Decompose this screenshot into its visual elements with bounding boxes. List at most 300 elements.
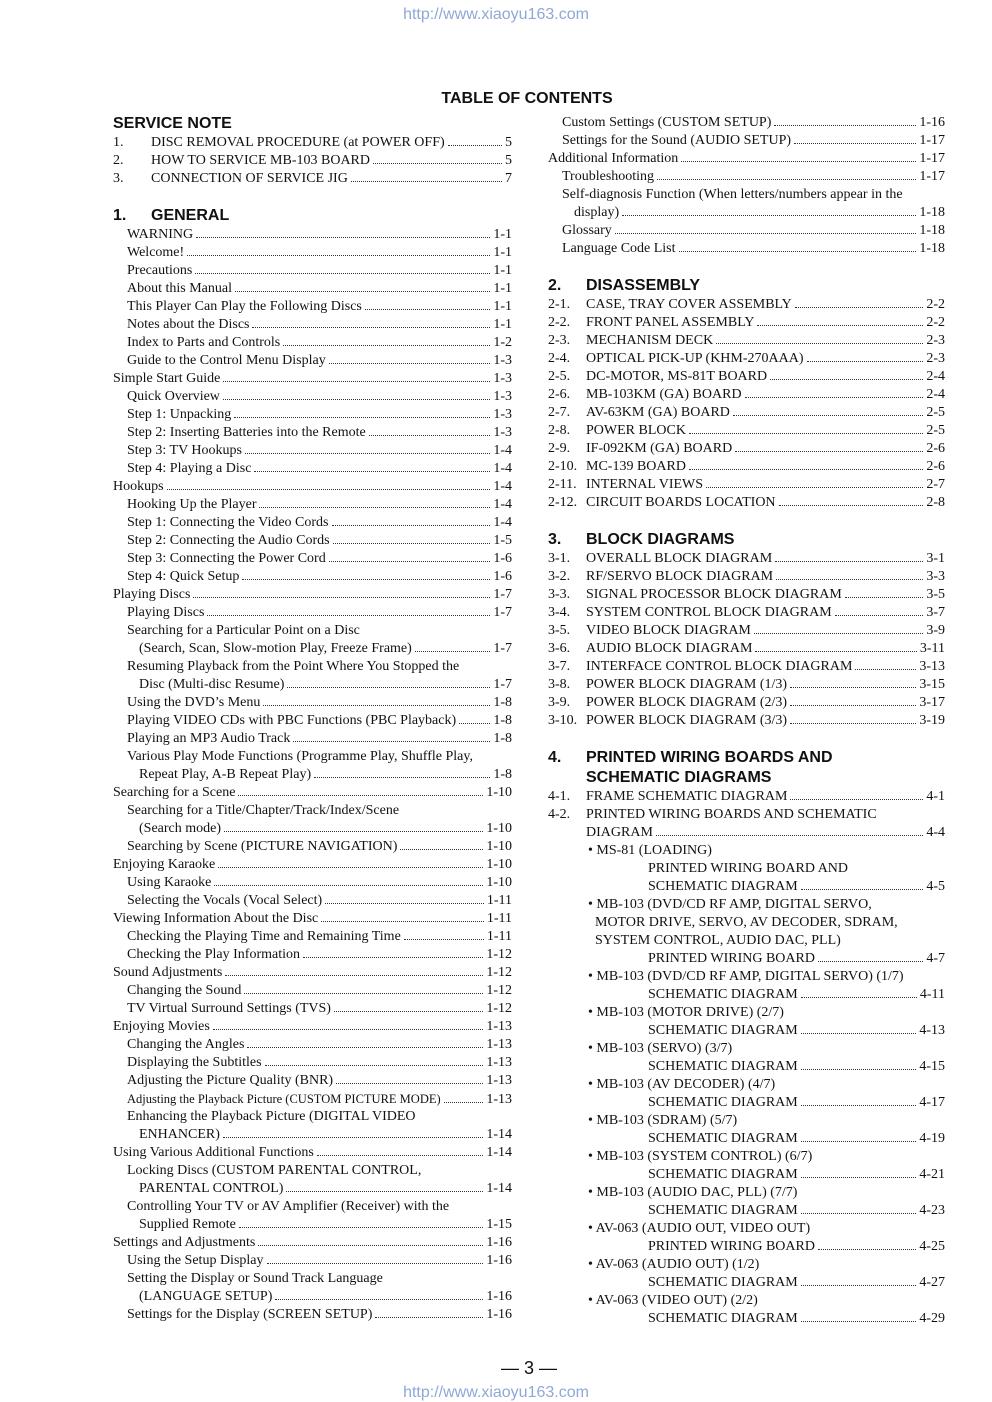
dot-leader — [404, 939, 484, 940]
toc-entry[interactable] — [113, 496, 512, 514]
toc-entry[interactable] — [113, 964, 512, 982]
section-number: 4. — [548, 749, 562, 766]
toc-entry-page: 1-2 — [493, 335, 512, 350]
toc-entry[interactable] — [113, 784, 512, 802]
toc-entry-continued-text: Enhancing the Playback Picture (DIGITAL VIDEO — [127, 1109, 416, 1124]
dot-leader — [448, 145, 502, 146]
dot-leader — [265, 1065, 484, 1066]
section-heading-block-diagrams — [548, 530, 945, 550]
toc-entry[interactable] — [548, 586, 945, 604]
toc-entry[interactable] — [113, 838, 512, 856]
toc-entry[interactable] — [548, 1130, 945, 1148]
dot-leader — [234, 417, 490, 418]
dot-leader — [801, 1141, 917, 1142]
toc-entry-page: 1-6 — [493, 551, 512, 566]
toc-entry-number: 3-9. — [548, 695, 571, 710]
toc-entry-page: 1-12 — [486, 1001, 512, 1016]
toc-entry[interactable] — [548, 404, 945, 422]
toc-entry[interactable] — [113, 604, 512, 622]
toc-entry-continued-text: • MB-103 (AUDIO DAC, PLL) (7/7) — [588, 1185, 798, 1200]
toc-entry-page: 1-18 — [919, 205, 945, 220]
toc-entry-continued-text: SYSTEM CONTROL, AUDIO DAC, PLL) — [595, 933, 841, 948]
toc-entry[interactable] — [548, 604, 945, 622]
toc-entry-title: INTERFACE CONTROL BLOCK DIAGRAM — [586, 659, 853, 674]
dot-leader — [775, 561, 923, 562]
toc-entry-title: OPTICAL PICK-UP (KHM-270AAA) — [586, 351, 804, 366]
toc-entry[interactable] — [113, 1072, 512, 1090]
toc-entry[interactable] — [548, 824, 945, 842]
dot-leader — [415, 651, 491, 652]
toc-entry-continued-text: Resuming Playback from the Point Where You Stopped the — [127, 659, 460, 674]
toc-entry-title: SCHEMATIC DIAGRAM — [648, 1131, 798, 1146]
toc-entry[interactable] — [548, 550, 945, 568]
toc-entry-page: 1-16 — [486, 1253, 512, 1268]
toc-entry-page: 3-9 — [926, 623, 945, 638]
toc-entry[interactable] — [548, 622, 945, 640]
toc-entry-title: Displaying the Subtitles — [127, 1055, 262, 1070]
toc-entry-page: 1-12 — [486, 965, 512, 980]
toc-entry[interactable] — [113, 1144, 512, 1162]
dot-leader — [286, 1191, 483, 1192]
toc-entry-title: display) — [574, 205, 620, 220]
toc-entry-title: Enjoying Movies — [113, 1019, 210, 1034]
dot-leader — [689, 433, 923, 434]
toc-entry-page: 1-14 — [486, 1181, 512, 1196]
toc-entry[interactable] — [548, 1238, 945, 1256]
toc-entry-page: 1-8 — [493, 695, 512, 710]
toc-entry-page: 1-12 — [486, 947, 512, 962]
toc-entry[interactable] — [548, 114, 945, 132]
toc-entry-page: 4-27 — [919, 1275, 945, 1290]
toc-entry[interactable] — [113, 442, 512, 460]
toc-entry[interactable] — [113, 694, 512, 712]
dot-leader — [757, 325, 923, 326]
toc-entry-page: 2-3 — [926, 333, 945, 348]
toc-entry-title: Selecting the Vocals (Vocal Select) — [127, 893, 323, 908]
toc-entry-continued-text: Searching for a Title/Chapter/Track/Index/Scene — [127, 803, 400, 818]
toc-entry[interactable] — [548, 694, 945, 712]
dot-leader — [373, 163, 502, 164]
toc-entry-page: 1-8 — [493, 731, 512, 746]
toc-entry-title: OVERALL BLOCK DIAGRAM — [586, 551, 773, 566]
toc-entry-title: PRINTED WIRING BOARD — [648, 951, 815, 966]
toc-entry[interactable] — [113, 676, 512, 694]
dot-leader — [801, 1033, 917, 1034]
toc-entry-number: 3-2. — [548, 569, 571, 584]
toc-entry-title: Searching by Scene (PICTURE NAVIGATION) — [127, 839, 398, 854]
toc-entry[interactable] — [113, 334, 512, 352]
toc-entry-title: RF/SERVO BLOCK DIAGRAM — [586, 569, 774, 584]
toc-entry-title: Settings for the Display (SCREEN SETUP) — [127, 1307, 373, 1322]
toc-entry[interactable] — [548, 422, 945, 440]
toc-entry[interactable] — [113, 298, 512, 316]
dot-leader — [733, 415, 923, 416]
toc-entry[interactable] — [548, 1310, 945, 1328]
toc-entry-title: Changing the Sound — [127, 983, 242, 998]
toc-entry-page: 1-18 — [919, 223, 945, 238]
dot-leader — [400, 849, 483, 850]
toc-entry-title: Settings for the Sound (AUDIO SETUP) — [562, 133, 792, 148]
watermark-url-top[interactable]: http://www.xiaoyu163.com — [403, 6, 589, 23]
toc-entry[interactable] — [548, 658, 945, 676]
dot-leader — [334, 1011, 483, 1012]
toc-entry-title: SCHEMATIC DIAGRAM — [648, 1023, 798, 1038]
page-number: — 3 — — [500, 1358, 557, 1378]
toc-entry[interactable] — [113, 478, 512, 496]
toc-entry-continued-text: Controlling Your TV or AV Amplifier (Receiver) with the — [127, 1199, 450, 1214]
toc-entry[interactable] — [113, 1018, 512, 1036]
toc-entry[interactable] — [548, 494, 945, 512]
toc-entry-number: 3-1. — [548, 551, 571, 566]
toc-entry[interactable] — [113, 1036, 512, 1054]
toc-entry-page: 1-13 — [486, 1037, 512, 1052]
toc-entry[interactable] — [113, 532, 512, 550]
section-title: PRINTED WIRING BOARDS AND — [586, 749, 833, 766]
dot-leader — [245, 453, 490, 454]
toc-entry[interactable] — [113, 586, 512, 604]
dot-leader — [224, 831, 483, 832]
general-list — [113, 226, 512, 1324]
toc-entry-number: 2-9. — [548, 441, 571, 456]
toc-entry-page: 1-3 — [493, 353, 512, 368]
dot-leader — [801, 1177, 917, 1178]
toc-entry-title: SCHEMATIC DIAGRAM — [648, 1059, 798, 1074]
toc-entry-page: 1-1 — [493, 299, 512, 314]
toc-entry-title: SCHEMATIC DIAGRAM — [648, 1275, 798, 1290]
toc-entry-title: DIAGRAM — [586, 825, 653, 840]
toc-entry[interactable] — [548, 676, 945, 694]
toc-entry[interactable] — [113, 982, 512, 1000]
dot-leader — [223, 1137, 483, 1138]
toc-entry[interactable] — [113, 928, 512, 946]
toc-entry-page: 4-19 — [919, 1131, 945, 1146]
toc-entry-title: POWER BLOCK DIAGRAM (2/3) — [586, 695, 788, 710]
toc-entry[interactable] — [548, 640, 945, 658]
toc-entry-page: 5 — [505, 135, 512, 150]
toc-entry-page: 1-8 — [493, 767, 512, 782]
toc-entry-page: 1-4 — [493, 497, 512, 512]
dot-leader — [855, 669, 916, 670]
toc-entry-continued-text: • MB-103 (DVD/CD RF AMP, DIGITAL SERVO, — [588, 897, 872, 912]
toc-entry[interactable] — [548, 314, 945, 332]
watermark-url-bottom[interactable]: http://www.xiaoyu163.com — [403, 1384, 589, 1401]
dot-leader — [223, 381, 490, 382]
toc-entry-title: DISC REMOVAL PROCEDURE (at POWER OFF) — [151, 135, 445, 150]
dot-leader — [375, 1317, 483, 1318]
toc-entry-number: 3-10. — [548, 713, 578, 728]
section-number: 1. — [113, 207, 127, 224]
toc-entry[interactable] — [113, 316, 512, 334]
toc-entry[interactable] — [113, 1252, 512, 1270]
toc-entry[interactable] — [113, 244, 512, 262]
toc-entry-continued-text: • AV-063 (AUDIO OUT, VIDEO OUT) — [588, 1221, 811, 1236]
dot-leader — [218, 867, 483, 868]
dot-leader — [254, 471, 490, 472]
toc-entry[interactable] — [548, 1058, 945, 1076]
toc-entry-title: Troubleshooting — [562, 169, 655, 184]
toc-entry-continued-text: Various Play Mode Functions (Programme Play, Shuffle Play, — [127, 749, 473, 764]
toc-entry[interactable] — [548, 712, 945, 730]
toc-entry-page: 2-2 — [926, 315, 945, 330]
toc-entry[interactable] — [113, 388, 512, 406]
toc-entry-page: 4-1 — [926, 789, 945, 804]
toc-entry[interactable] — [113, 712, 512, 730]
toc-entry-continued-text: Locking Discs (CUSTOM PARENTAL CONTROL, — [127, 1163, 422, 1178]
toc-entry-page: 1-1 — [493, 245, 512, 260]
toc-entry-title: CIRCUIT BOARDS LOCATION — [586, 495, 776, 510]
toc-entry[interactable] — [113, 424, 512, 442]
toc-entry-title: ENHANCER) — [139, 1127, 220, 1142]
toc-entry-page: 2-4 — [926, 387, 945, 402]
dot-leader — [333, 543, 491, 544]
dot-leader — [657, 179, 916, 180]
toc-entry-title: WARNING — [127, 227, 194, 242]
section-title: SERVICE NOTE — [113, 115, 232, 132]
toc-entry-page: 3-5 — [926, 587, 945, 602]
toc-entry[interactable] — [113, 134, 512, 152]
dot-leader — [303, 957, 483, 958]
toc-entry[interactable] — [113, 640, 512, 658]
toc-entry-title: Playing Discs — [113, 587, 191, 602]
toc-entry[interactable] — [113, 820, 512, 838]
toc-entry-page: 1-14 — [486, 1127, 512, 1142]
section-heading-general — [113, 206, 512, 226]
toc-entry-number: 3. — [113, 171, 124, 186]
toc-entry[interactable] — [113, 730, 512, 748]
toc-entry[interactable] — [113, 874, 512, 892]
toc-entry[interactable] — [548, 950, 945, 968]
toc-entry-page: 1-8 — [493, 713, 512, 728]
toc-entry[interactable] — [113, 280, 512, 298]
dot-leader — [225, 975, 483, 976]
toc-entry-title: This Player Can Play the Following Discs — [127, 299, 362, 314]
toc-entry-page: 3-1 — [926, 551, 945, 566]
dot-leader — [706, 487, 923, 488]
toc-entry[interactable] — [113, 370, 512, 388]
toc-entry-page: 1-1 — [493, 263, 512, 278]
toc-entry[interactable] — [113, 910, 512, 928]
toc-entry[interactable] — [548, 332, 945, 350]
toc-entry[interactable] — [548, 168, 945, 186]
toc-entry-title: Quick Overview — [127, 389, 220, 404]
toc-entry[interactable] — [113, 1306, 512, 1324]
toc-entry[interactable] — [113, 170, 512, 188]
dot-leader — [195, 273, 490, 274]
toc-entry-number: 2-2. — [548, 315, 571, 330]
toc-entry[interactable] — [113, 1126, 512, 1144]
toc-entry[interactable] — [113, 1000, 512, 1018]
toc-entry-page: 1-13 — [486, 1073, 512, 1088]
toc-entry-page: 4-15 — [919, 1059, 945, 1074]
toc-entry-page: 1-14 — [486, 1145, 512, 1160]
dot-leader — [336, 1083, 483, 1084]
dot-leader — [259, 507, 490, 508]
section-title: DISASSEMBLY — [586, 277, 701, 294]
toc-entry[interactable] — [548, 150, 945, 168]
toc-entry[interactable] — [548, 368, 945, 386]
dot-leader — [267, 1263, 484, 1264]
toc-entry[interactable] — [548, 222, 945, 240]
dot-leader — [196, 237, 490, 238]
toc-entry-title: POWER BLOCK DIAGRAM (1/3) — [586, 677, 788, 692]
toc-entry-title: Notes about the Discs — [127, 317, 250, 332]
toc-entry-page: 7 — [505, 171, 512, 186]
toc-entry[interactable] — [548, 296, 945, 314]
toc-entry[interactable] — [548, 476, 945, 494]
toc-entry-page: 1-1 — [493, 317, 512, 332]
toc-entry-page: 1-3 — [493, 389, 512, 404]
toc-entry-title: Enjoying Karaoke — [113, 857, 216, 872]
toc-entry-title: TV Virtual Surround Settings (TVS) — [127, 1001, 331, 1016]
dot-leader — [329, 363, 491, 364]
dot-leader — [365, 309, 490, 310]
toc-entry[interactable] — [113, 568, 512, 586]
toc-entry-page: 2-6 — [926, 459, 945, 474]
dot-leader — [332, 525, 491, 526]
toc-entry[interactable] — [113, 1054, 512, 1072]
toc-entry[interactable] — [548, 386, 945, 404]
toc-entry[interactable] — [113, 406, 512, 424]
toc-entry-title: Searching for a Scene — [113, 785, 236, 800]
disassembly-list — [548, 296, 945, 512]
section-title-line2: SCHEMATIC DIAGRAMS — [586, 769, 772, 786]
toc-entry[interactable] — [548, 440, 945, 458]
toc-entry[interactable] — [113, 1090, 512, 1108]
dot-leader — [214, 885, 483, 886]
toc-entry-title: CASE, TRAY COVER ASSEMBLY — [586, 297, 792, 312]
pwb-list — [548, 788, 945, 1328]
toc-entry-title: Simple Start Guide — [113, 371, 221, 386]
toc-entry-page: 3-11 — [919, 641, 945, 656]
toc-entry[interactable] — [113, 1234, 512, 1252]
toc-entry-page: 1-7 — [493, 605, 512, 620]
section-number: 2. — [548, 277, 562, 294]
toc-entry[interactable] — [548, 1022, 945, 1040]
toc-entry-title: PRINTED WIRING BOARDS AND SCHEMATIC — [586, 807, 877, 822]
toc-entry[interactable] — [548, 788, 945, 806]
toc-entry[interactable] — [548, 986, 945, 1004]
general-continued-list — [548, 114, 945, 258]
dot-leader — [258, 1245, 483, 1246]
toc-entry-page: 1-13 — [486, 1019, 512, 1034]
toc-entry[interactable] — [113, 1180, 512, 1198]
toc-entry[interactable] — [113, 152, 512, 170]
dot-leader — [776, 579, 923, 580]
toc-entry[interactable] — [548, 1202, 945, 1220]
dot-leader — [275, 1299, 483, 1300]
dot-leader — [735, 451, 923, 452]
toc-entry[interactable] — [113, 226, 512, 244]
toc-entry-page: 1-11 — [486, 929, 512, 944]
toc-entry-title: Step 4: Playing a Disc — [127, 461, 252, 476]
toc-entry-continued-text: • MB-103 (SERVO) (3/7) — [588, 1041, 733, 1056]
toc-entry[interactable] — [113, 1216, 512, 1234]
toc-entry-title: PRINTED WIRING BOARD — [648, 1239, 815, 1254]
toc-entry-page: 3-13 — [919, 659, 945, 674]
toc-entry-page: 2-3 — [926, 351, 945, 366]
dot-leader — [801, 889, 924, 890]
dot-leader — [801, 1285, 917, 1286]
toc-entry-page: 1-13 — [486, 1055, 512, 1070]
toc-entry-title: Language Code List — [562, 241, 676, 256]
toc-entry-number: 2-3. — [548, 333, 571, 348]
toc-entry[interactable] — [548, 1166, 945, 1184]
toc-entry[interactable] — [113, 892, 512, 910]
toc-entry-continued-text: Setting the Display or Sound Track Language — [127, 1271, 383, 1286]
toc-entry-continued-text: • MB-103 (SYSTEM CONTROL) (6/7) — [588, 1149, 813, 1164]
toc-left-column — [113, 114, 512, 1324]
toc-entry[interactable] — [548, 240, 945, 258]
toc-entry-page: 1-16 — [486, 1307, 512, 1322]
toc-entry-page: 1-4 — [493, 479, 512, 494]
toc-entry-title: IF-092KM (GA) BOARD — [586, 441, 733, 456]
toc-entry-title: Step 1: Connecting the Video Cords — [127, 515, 329, 530]
toc-entry-page: 4-17 — [919, 1095, 945, 1110]
dot-leader — [321, 921, 484, 922]
toc-entry[interactable] — [548, 350, 945, 368]
toc-entry-title: Checking the Play Information — [127, 947, 301, 962]
toc-entry-number: 1. — [113, 135, 124, 150]
toc-entry[interactable] — [113, 766, 512, 784]
toc-entry[interactable] — [113, 1288, 512, 1306]
dot-leader — [622, 215, 916, 216]
toc-entry[interactable] — [548, 878, 945, 896]
toc-entry-page: 1-3 — [493, 371, 512, 386]
toc-entry-page: 1-16 — [486, 1289, 512, 1304]
toc-entry[interactable] — [113, 550, 512, 568]
toc-entry-page: 1-13 — [486, 1092, 512, 1107]
section-heading-pwb — [548, 748, 945, 768]
toc-entry[interactable] — [548, 458, 945, 476]
toc-entry[interactable] — [548, 204, 945, 222]
toc-entry-number: 2-10. — [548, 459, 578, 474]
dot-leader — [193, 597, 490, 598]
dot-leader — [247, 1047, 483, 1048]
dot-leader — [679, 251, 917, 252]
toc-entry[interactable] — [113, 352, 512, 370]
toc-entry[interactable] — [548, 568, 945, 586]
toc-entry-title: About this Manual — [127, 281, 232, 296]
toc-entry-number: 2-6. — [548, 387, 571, 402]
toc-entry-page: 3-7 — [926, 605, 945, 620]
toc-entry-page: 1-4 — [493, 443, 512, 458]
dot-leader — [223, 399, 490, 400]
toc-entry-page: 3-17 — [919, 695, 945, 710]
dot-leader — [351, 181, 502, 182]
toc-entry-page: 2-5 — [926, 423, 945, 438]
toc-entry[interactable] — [113, 262, 512, 280]
toc-entry[interactable] — [113, 460, 512, 478]
toc-entry-title: Viewing Information About the Disc — [113, 911, 319, 926]
toc-entry-page: 1-10 — [486, 785, 512, 800]
toc-entry[interactable] — [548, 1094, 945, 1112]
toc-entry[interactable] — [113, 856, 512, 874]
toc-entry-title: AUDIO BLOCK DIAGRAM — [586, 641, 753, 656]
toc-entry[interactable] — [113, 514, 512, 532]
dot-leader — [845, 597, 924, 598]
toc-entry-title: Hookups — [113, 479, 164, 494]
toc-entry[interactable] — [548, 132, 945, 150]
toc-entry-number: 4-1. — [548, 789, 571, 804]
toc-entry-title: Playing an MP3 Audio Track — [127, 731, 291, 746]
toc-entry[interactable] — [548, 1274, 945, 1292]
toc-entry[interactable] — [113, 946, 512, 964]
section-heading-pwb-line2 — [548, 768, 945, 788]
toc-entry-page: 1-12 — [486, 983, 512, 998]
toc-entry-continued-text: • MB-103 (SDRAM) (5/7) — [588, 1113, 738, 1128]
toc-entry-page: 1-17 — [919, 169, 945, 184]
dot-leader — [656, 835, 923, 836]
